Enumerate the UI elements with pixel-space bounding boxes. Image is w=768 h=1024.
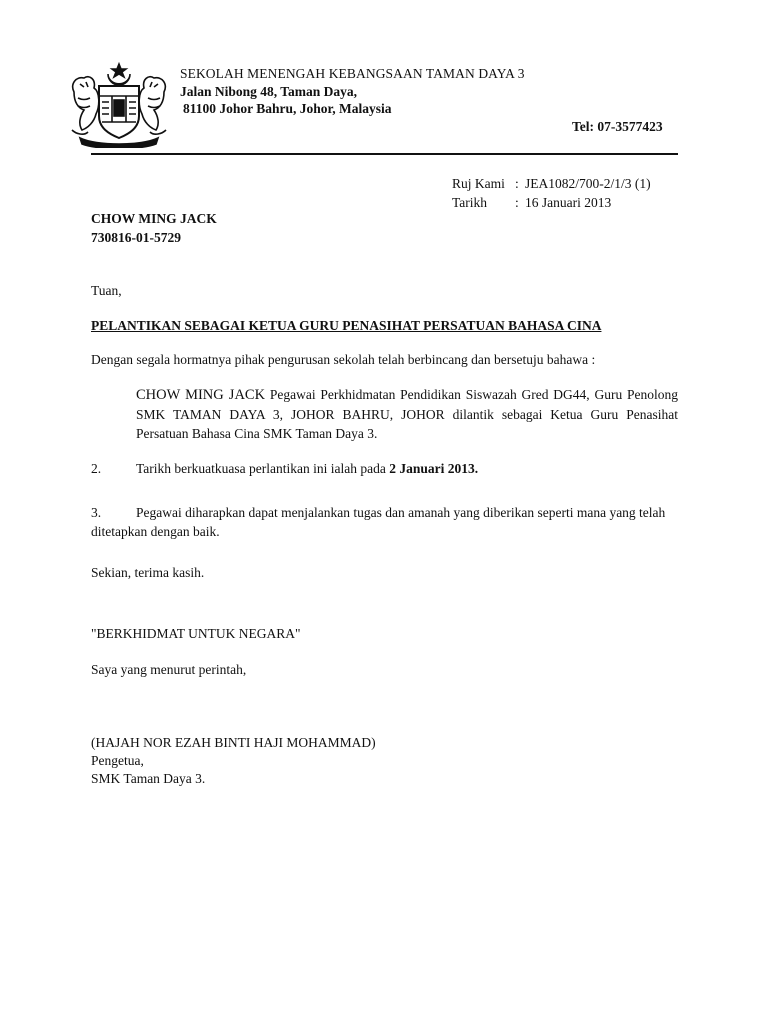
appointment-text: Pegawai Perkhidmatan Pendidikan Siswazah Gred DG44, Guru Penolong SMK TAMAN DAYA 3, JOHOR BAHRU, JOHOR dilantik sebagai Ketua Guru Penasihat Persatuan Bahasa Cina SMK Taman Daya 3. (136, 387, 678, 441)
appointee-name: CHOW MING JACK (136, 387, 266, 403)
header-divider (91, 153, 678, 155)
recipient-id: 730816-01-5729 (91, 230, 181, 245)
reference-separator: : (515, 176, 519, 191)
date-row (452, 193, 651, 212)
school-address-line1: Jalan Nibong 48, Taman Daya, (180, 84, 358, 99)
paragraph-2 (91, 459, 678, 478)
signer-name: (HAJAH NOR EZAH BINTI HAJI MOHAMMAD) (91, 735, 376, 750)
reference-number: JEA1082/700-2/1/3 (1) (525, 176, 651, 191)
effective-date-text: Tarikh berkuatkuasa perlantikan ini ialah pada (136, 461, 390, 476)
closing-line: Sekian, terima kasih. (91, 565, 205, 580)
reference-block (452, 174, 651, 212)
paragraph-number: 3. (91, 505, 102, 520)
letter-date: 16 Januari 2013 (525, 195, 612, 210)
school-address-line2: 81100 Johor Bahru, Johor, Malaysia (183, 101, 392, 116)
coat-of-arms-icon (66, 62, 172, 148)
date-separator: : (515, 195, 519, 210)
appointment-paragraph (136, 385, 678, 443)
date-label: Tarikh (452, 195, 488, 210)
motto: "BERKHIDMAT UNTUK NEGARA" (91, 626, 301, 641)
signer-title: Pengetua, (91, 753, 144, 768)
paragraph-3 (91, 503, 678, 541)
signer-organization: SMK Taman Daya 3. (91, 771, 206, 786)
duties-text: Pegawai diharapkan dapat menjalankan tugas dan amanah yang diberikan seperti mana yang telah ditetapkan dengan baik. (91, 505, 666, 539)
letter-subject: PELANTIKAN SEBAGAI KETUA GURU PENASIHAT PERSATUAN BAHASA CINA (91, 318, 602, 333)
signature-block (91, 734, 376, 788)
reference-label: Ruj Kami (452, 176, 505, 191)
intro-paragraph: Dengan segala hormatnya pihak pengurusan sekolah telah berbincang dan bersetuju bahawa : (91, 352, 596, 367)
paragraph-number: 2. (91, 461, 102, 476)
reference-row (452, 174, 651, 193)
school-name: SEKOLAH MENENGAH KEBANGSAAN TAMAN DAYA 3 (180, 66, 525, 81)
school-telephone: Tel: 07-3577423 (572, 119, 663, 134)
recipient-block (91, 209, 217, 247)
salutation: Tuan, (91, 283, 122, 298)
effective-date: 2 Januari 2013. (389, 461, 479, 476)
recipient-name: CHOW MING JACK (91, 211, 217, 226)
sign-off: Saya yang menurut perintah, (91, 662, 247, 677)
